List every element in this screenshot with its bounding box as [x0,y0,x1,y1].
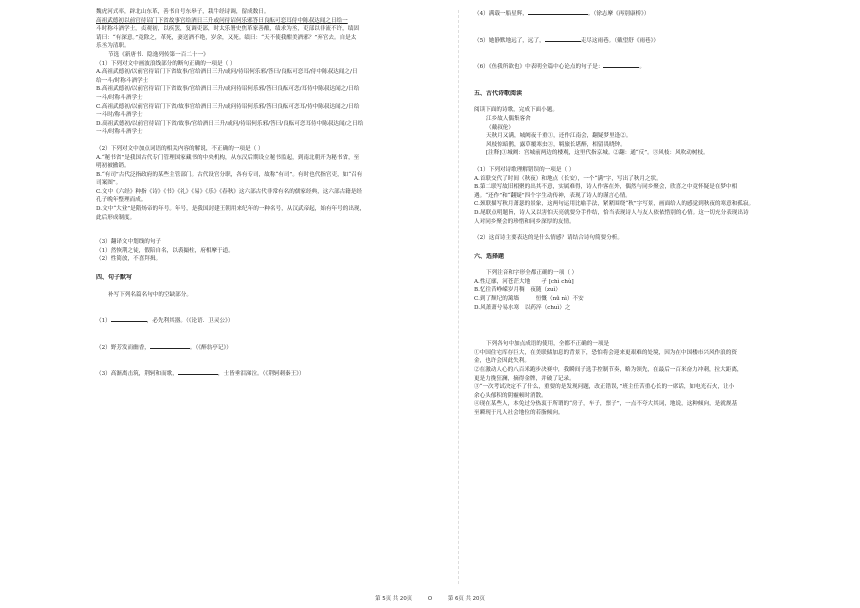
question-line: C.颈联描写秋月萧瑟的景象，这两句运用比喻手法，紧紧围绕“秋”字写景，画面给人的感觉到秋夜的寒意和孤寂。 [474,201,755,208]
left-page-number: 第 5页 共 20页 [375,596,413,602]
blank-suffix: ，士皆垂泪涕泣。（《荆轲刺秦王》） [217,371,305,378]
spacer [96,222,446,238]
text-line: （1）然恢荆之徒，假陪自名，以裘撮柱，府相摩于道。 [96,247,234,254]
spacer [96,137,446,145]
option-line: 金，也许会因此失利。 [474,358,530,365]
question-line: （2）这首诗主要表达的是什么情感？请结合诗句简要分析。 [474,235,623,242]
spacer [474,312,826,340]
question-line: D.尾联点明题旨，诗人又以害怕天亮就要分手作结，恰当表现诗人与友人依依惜别的心情。这一切充分表现出诗 [474,209,749,216]
text-line: （3）翻译文中划线的句子 [96,239,162,246]
poem-intro: 阅读下面的诗歌，完成下面小题。 [474,107,558,114]
text-line: B.高祖武德初/以前官待诏门下省故事/官给酒日三升/或问待诏何乐邪/答曰良酝可恋/耳侍中陈叔达闻之/日给 [96,86,360,93]
text-line: 明初被撤销。 [96,163,130,170]
poem-line: （戴叔伦） [486,124,514,131]
text-line: 一斗/时称斗酒学士 [96,94,143,101]
fill-in-blank-item [474,61,826,72]
right-page [474,8,826,418]
blank-prefix: （6）《鱼我所欲也》中表明全篇中心论点的句子是： [474,64,604,71]
fill-in-blank-item [474,35,826,46]
text-line: 一斗时/称斗酒学士 [96,112,143,119]
question-line: B.第二联写故旧相聚的出其不意，实属难得，诗人作客在外，偶然与同乡聚会，欣喜之中竟怀疑是在梦中相 [474,184,738,191]
spacer [96,264,446,272]
text-line: A.高祖武德初/以前官待诏门下省故事/官给酒日三升/或问/待诏何乐邪/答曰/良酝可恋耳/侍中陈叔达闻之/日 [96,69,358,76]
text-line: 斗时称斗酒学士，贞观初，以疾罢，复调吏部，时太乐署史焦革家善酿，绩求为丞，吏部以非流不许，绩固 [96,26,359,33]
option-line: C.到了颓圮的篱墙 恒慨（nǚ nì）不安 [474,296,584,303]
question-line: 遇。“还作”和“翻疑”四个字生动传神，表现了诗人的谨言心情。 [474,192,631,199]
page-divider [458,10,459,584]
option-line: ①中国住宅库存巨大，在美联储加息的背景下，恐怕将会迎来更艰难的处境，因为在中国楼市兴风作浪的资 [474,349,737,356]
text-line: （2）性简放，不喜拜揖。 [96,256,162,263]
text-line: 乐丞为清职。 [96,43,130,50]
blank-suffix: 。（《醉翁亭记》） [189,344,232,351]
section-title: 五、古代诗歌阅读 [474,89,523,97]
blank-suffix: ，必先利其器。（《论语．卫灵公》） [146,318,234,325]
text-line: B.“有司”古代泛指政府的某些主管部门。古代设官分职，各有专司，故称“有司”。有时也代指官吏，如“召有 [96,171,363,178]
option-line: ③“一次考试决定不了什么，重要的是发现问题，改正错误，”班主任苦重心长的一席话，如电光石火，让小 [474,384,735,391]
blank-prefix: （5）她静默地远了，远了， [474,37,545,44]
text-line: C.高祖武德初/以前官待诏门下省/故事官给酒日三升/或问待诏何乐邪/答曰良酝可恋耳/侍中陈叔达闻之/日给 [96,103,360,110]
spacer [96,283,446,291]
text-line: 给一斗/时称斗酒学士 [96,77,149,84]
spacer [474,72,826,88]
option-line: D.风萧萧兮易水寒 以药淬（chuì）之 [474,304,571,311]
blank-suffix: 。 [639,64,646,71]
blank-suffix: 走尽这雨巷。（戴望舒《雨巷》） [580,37,659,44]
option-line: 至瞬现于凡人社会地位的若脂倾向。 [474,410,564,416]
blank-prefix: （2）野芳发而幽香， [96,344,150,351]
answer-blank[interactable] [528,8,588,15]
question-line: （1）下列对诗歌理解错误的一项是（ ） [474,166,575,173]
text-line: D.高祖武德初/以前官待诏门下省/故事/官给酒日三升/或问/待诏何乐邪/答曰/良酝可恋耳侍中陈叔达闻/之日给 [96,120,364,127]
option-line: A.性辽廓，河苍茫大地 孑 [chì chù] [474,278,574,285]
page-footer [0,594,860,602]
text-line: 节选《新唐书．隐逸列传第一百二十一》 [108,51,209,58]
fill-in-blank-item [474,8,826,19]
answer-blank[interactable] [545,35,581,42]
option-line: B.忆往昔峥嵘岁月稠 夜随（zuì） [474,287,561,294]
spacer [474,158,826,166]
spacer [474,98,826,106]
text-line: 此后形成制度。 [96,214,136,221]
text-line: 魏虎河式率，辟北山东革，善书自号东皋子，栽牛经诗调，留成数日。 [96,9,270,15]
question-intro: 下列注音和字形全都正确的一项（ ） [486,270,578,277]
right-page-number: 第 6页 共 20页 [447,596,485,602]
fill-in-blank-item [96,368,446,379]
answer-blank[interactable] [111,315,147,322]
text-line: 请曰：“有深意。”竟除之，革死，妻送酒不绝，岁余，又死。绩曰：“天不使我酣美酒邪？”弃官去。自是太 [96,34,357,41]
text-line: 一斗/时称斗酒学士 [96,129,143,136]
poem-line: 江乡故人偶集客舍 [486,115,531,122]
answer-blank[interactable] [603,61,639,68]
text-line: D.文中“大业”是隋炀帝的年号。年号，是我国封建王朝用来纪年的一种名号，从汉武帝起，始有年号的出现， [96,206,366,213]
left-page [96,8,446,379]
text-line: C.文中《六经》种指《诗》《书》《礼》《易》《乐》《春秋》这六部古代非常有名的儒家经典，这六部古籍是经 [96,188,362,195]
section-title: 四、句子默写 [96,274,133,282]
text-line: A.“秘书省”是我国古代专门管理国家藏书的中央机构，从东汉后期设立秘书监起，到南北朝开为秘书省，至 [96,154,360,161]
fill-in-blank-item [96,342,446,353]
spacer [474,45,826,61]
blank-prefix: （4）满载一船星辉， [474,11,528,17]
blank-prefix: （1） [96,318,111,325]
blank-suffix: 。（徐志摩《再别康桥》） [587,11,650,17]
poem-line: 风枝惊暗鹊，露草覆寒虫③，羁旅长堪醉，相留畏晓钟。 [486,141,626,148]
blank-prefix: （3）高渐离击筑，荆轲和而歌， [96,371,178,378]
answer-blank[interactable] [178,368,218,375]
text-line: 司案图”。 [96,180,122,187]
spacer [474,226,826,234]
fill-in-blank-item [96,315,446,326]
option-line: ④现在某些人，本免过分热衷于所谓的“房子，车子，票子”，一点不夸大其词，地说，这种倾向，是就规基 [474,401,738,408]
spacer [96,326,446,342]
spacer [474,19,826,35]
text-line: 孔子晚年整理而成。 [96,197,147,204]
center-mark: O [427,596,433,602]
spacer [96,352,446,368]
poem-line: [注释]①城阙：宫城前两边的楼观，这里代指京城。②翻：通“反”。③风枝：风吹动树枝。 [486,150,709,157]
section-title: 六、选择题 [474,252,505,260]
spacer [474,243,826,251]
question-line: 人对同乡聚会的珍惜和同乡深厚的友情。 [474,218,575,225]
spacer [96,299,446,315]
option-line: 更是力挽狂澜，摘得金牌，并破了记录。 [474,375,575,382]
poem-line: 天秋月又满，城阙夜千重①，还作江南会，翻疑梦里逢②。 [486,133,632,140]
option-line: ②在激动人心的八百米跑步决赛中，我瞬间子选手控制节奏，略为领先，在最后一百米奋力冲刺，拉大距离， [474,367,743,374]
question-intro: 下列各句中加点成语的使用，全都不正确的一项是 [486,341,610,348]
question-line: A.首联交代了时间（秋夜）和地点（长安），一个“满”字，写出了秋月之状。 [474,175,662,182]
option-line: 余心头郁积的阴霾顿时消散。 [474,392,547,399]
section-intro: 补写下列名篇名句中的空缺部分。 [108,291,192,298]
text-line: 高祖武德初以前官待诏门下省故事官给酒日三升或问待诏何乐邪答曰良酝可恋耳侍中陈叔达闻之日给一 [96,17,348,24]
text-line: （1）下列对文中画波浪线部分的断句正确的一项是（ ） [96,60,236,67]
spacer [474,261,826,269]
answer-blank[interactable] [150,342,190,349]
text-line: （2）下列对文中加点词语的相关内容的解说，不正确的一项是（ ） [96,145,264,152]
